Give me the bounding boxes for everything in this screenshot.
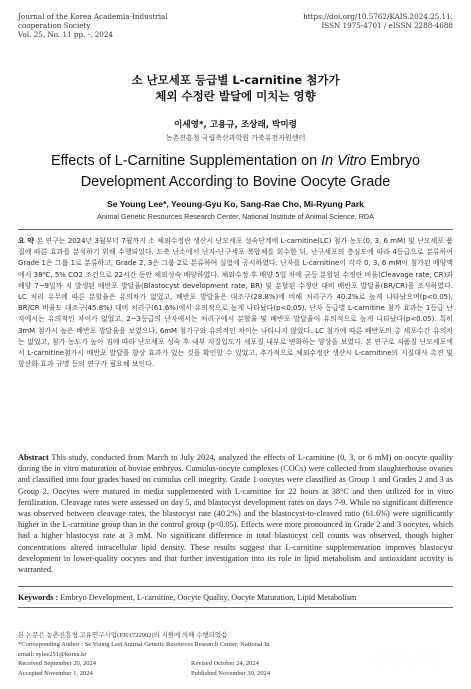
english-abstract <box>18 452 453 575</box>
author-email[interactable]: email: sylee251@korea.kr <box>18 650 87 658</box>
corresponding-author: *Corresponding Author : Se Young Lee(Animal Genetic Resources Research Center, National In <box>18 641 270 649</box>
watermark-logo <box>357 645 457 675</box>
journal-header <box>18 12 168 39</box>
english-title-part2: Embryo <box>366 153 421 169</box>
doi-link[interactable]: https://doi.org/10.5762/KAIS.2024.25.11. <box>303 12 453 21</box>
bottom-divider <box>18 607 453 608</box>
received-date: Received September 20, 2024 <box>18 660 96 668</box>
keywords-text: Embryo Development, L-carnitine, Oocyte Quality, Oocyte Maturation, Lipid Metabolism <box>60 593 357 602</box>
korean-title-line1: 소 난모세포 등급별 L-carnitine 첨가가 <box>131 73 340 87</box>
korean-abstract-label: 요 약 <box>18 237 34 245</box>
korean-abstract-text: 본 연구는 2024년 3월부터 7월까지 소 체외수정란 생산시 난모세포 성숙단계에 L-carnitine(LC) 첨가 농도(0, 3, 6 mM) 및 난모세포 품질에 따른 효과를 분석하기 위해 수행되었다. 도축 난소에서 난자-난구세포 복합체를 회수한 뒤, 난구세포의 층심도에 따라 4등급으로 분류하여 Grade 1은 그룹 1로 분류하고, Grade 2, 3은 그룹 2로 분류하여 실험에 공시하였다. 난자를 L-carnitine이 각각 0, 3, 6 mM이 첨가된 배양액에서 38℃, 5% CO2 조건으로 22시간 동안 체외성숙 배양하였다. 체외수정 후 배양 5일 차에 균등 분할된 수정란 비율(Cleavage rate, CR)과 배양 7~9일까 지 발생된 배반포 발달율(Blastocyst development rate, BR) 및 분할된 수정란 대비 배반포 발달율(BR/CR)을 조사하였다. LC 처리 유무에 따른 분할율은 유의차가 없었고, 배반포 발달율은 대조구(28.8%)에 비해 처리구가 40.2%로 높게 나타났으며(p<0.05), BR/CR 비율도 대조구(45.8%) 대비 처리구(61.6%)에서 유의적으로 높게 나타났다(p<0.05). 난자 등급별 L-carnitine 첨가 효과는 1등급 난자에서는 유의적인 차이가 없었고, 2~3등급의 난자에서는 처리구에서 분할율 및 배반포 발달율이 유의적으로 높게 나타났다(p<0.05). 특히 3mM 첨가시 높은 배반포 발달율을 보였으나, 6mM 첨가구와 유의적인 차이는 나타나지 않았다. LC 첨가에 따른 배반포의 총 세포수간 유의차는 없었고, 첨가 농도가 높아 짐에 따라 난모세포 성숙 후 내부 지질입도가 세포질 내부로 변화하는 양상을 보였다. 본 연구로 저품질 난모세포에서 L-carnitine첨가시 배반포 발달을 향상 효과가 있는 것을 확인할 수 있었고, 추가적으로 체외수정란 생산시 L-carnitine의 지질대사 촉진 및 항산화 효과 규명 등의 연구가 필요해 보인다. <box>18 237 453 369</box>
doi-header <box>303 12 453 30</box>
korean-title-line2: 체외 수정란 발달에 미치는 영향 <box>155 89 316 103</box>
journal-volume: Vol. 25, No. 11 pp. -, 2024 <box>18 30 113 39</box>
published-date: Published November 30, 2024 <box>191 669 271 677</box>
journal-name-line2: cooperation Society <box>18 21 91 30</box>
issn: ISSN 1975-4701 / eISSN 2288-4688 <box>321 21 453 30</box>
english-affiliation: Animal Genetic Resources Research Center, National Institute of Animal Science, RDA <box>97 212 374 221</box>
keywords-divider <box>18 586 453 587</box>
english-title-part1: Effects of L-Carnitine Supplementation on <box>50 153 322 169</box>
top-divider <box>18 229 453 230</box>
funding-note: 본 논문은 농촌진흥청 고유연구사업(PJ01722902)의 지원에 의해 수행되었음 <box>18 632 228 639</box>
english-title-italic: In Vitro <box>321 153 367 169</box>
korean-abstract <box>18 236 453 370</box>
watermark-text: 한민일보 <box>370 650 444 672</box>
revised-date: Revised October 24, 2024 <box>191 660 259 668</box>
english-title <box>0 151 471 193</box>
korean-title <box>0 72 471 104</box>
keywords <box>18 593 453 602</box>
korean-affiliation: 농촌진흥청 국립축산과학원 가축유전자원센터 <box>165 134 306 142</box>
english-authors: Se Young Lee*, Yeoung-Gyu Ko, Sang-Rae Cho, Mi-Ryung Park <box>107 199 364 209</box>
english-abstract-label: Abstract <box>18 453 49 462</box>
english-title-line2: Development According to Bovine Oocyte Grade <box>80 174 391 190</box>
keywords-label: Keywords : <box>18 593 59 602</box>
accepted-date: Accepted November 1, 2024 <box>18 669 93 677</box>
korean-authors: 이세영*, 고용규, 조상래, 박미령 <box>174 120 297 130</box>
english-abstract-text: This study, conducted from March to July 2024, analyzed the effects of L-carnitine (0, 3, or 6 mM) on oocyte quality during the in vitro maturation of bovine embryos. Cumulus-oocyte complexes (COCs) were collected from slaughterhouse ovaries and classified into four grades based on cumulus cell integrity. Grade 1 oocytes were classified as Group 1 and Grades 2 and 3 as Group 2. Oocytes were matured in media supplemented with L-carnitine for 22 hours at 38°C and then utilized for in vitro fertilization. Cleavage rates were assessed on day 5, and blastocyst development rates on days 7-9. While no significant difference was observed between cleavage rates, the blastocyst rate (40.2%) and the blastocyst-to-cleaved ratio (61.6%) were significantly higher in the L-carnitine group than in the control group (p<0.05). Effects were more pronounced in Grade 2 and 3 oocytes, which had a higher blastocyst rate at 3 mM. No significant difference in total blastocyst cell counts was observed, though higher concentrations altered intracellular lipid density. These results suggest that L-carnitine supplementation improves blastocyst development in lower-quality oocytes and that further investigation into its role in lipid metabolism and antioxidant activity is warranted. <box>18 453 453 575</box>
journal-name-line1: Journal of the Korea Academia-Industrial <box>18 12 168 21</box>
